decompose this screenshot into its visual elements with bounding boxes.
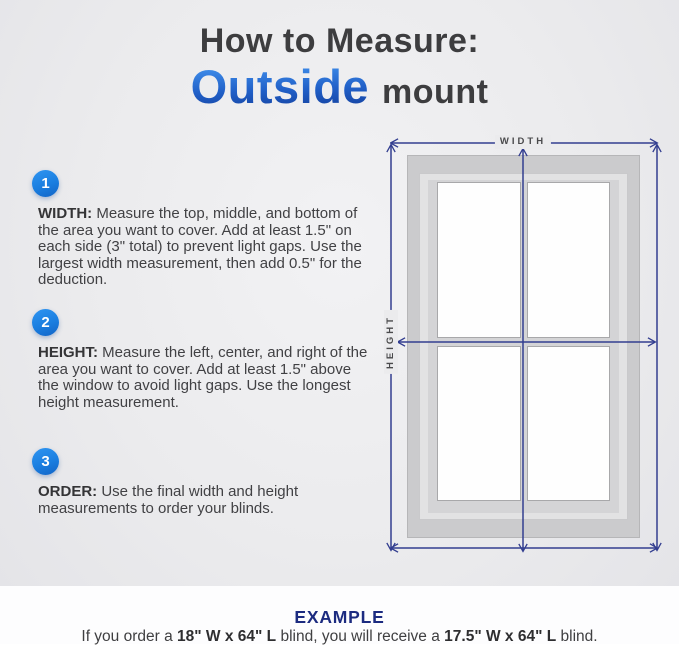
page-title: How to Measure: bbox=[199, 22, 480, 60]
measurement-arrows bbox=[378, 128, 678, 580]
step-order bbox=[30, 448, 370, 517]
subtitle-suffix: mount bbox=[382, 73, 489, 111]
width-dimension-label: WIDTH bbox=[495, 135, 551, 149]
step-height-label: HEIGHT: bbox=[38, 344, 98, 361]
window-diagram bbox=[378, 128, 678, 580]
title-block bbox=[0, 22, 679, 117]
step-width-text bbox=[38, 206, 368, 289]
step-height bbox=[30, 309, 370, 411]
step-height-body: Measure the left, center, and right of the area you want to cover. Add at least 1.5" above the window to avoid light gaps. Use the longest height measurement. bbox=[38, 344, 368, 411]
example-receive-size: 17.5" W x 64" L bbox=[444, 628, 557, 645]
step-height-text bbox=[38, 345, 368, 411]
step-order-label: ORDER: bbox=[38, 483, 98, 500]
example-heading: EXAMPLE bbox=[294, 607, 385, 627]
step-order-body: Use the final width and height measurements to order your blinds. bbox=[38, 483, 299, 517]
step-order-text bbox=[38, 484, 368, 517]
page-subtitle bbox=[0, 62, 679, 117]
step-number-badge: 2 bbox=[32, 309, 59, 336]
example-prefix: If you order a bbox=[81, 628, 178, 645]
example-order-size: 18" W x 64" L bbox=[177, 628, 277, 645]
step-number-badge: 1 bbox=[32, 170, 59, 197]
step-width bbox=[30, 170, 370, 289]
example-sentence bbox=[0, 628, 679, 646]
step-width-label: WIDTH: bbox=[38, 205, 93, 222]
height-dimension-label: HEIGHT bbox=[384, 310, 398, 374]
example-bar bbox=[0, 586, 679, 644]
example-suffix: blind. bbox=[556, 628, 598, 645]
step-number-badge: 3 bbox=[32, 448, 59, 475]
step-width-body: Measure the top, middle, and bottom of the area you want to cover. Add at least 1.5" on each side (3" total) to prevent light gaps. Use the largest width measurement, then add 0.5" for the deduction. bbox=[38, 205, 362, 288]
example-middle: blind, you will receive a bbox=[276, 628, 445, 645]
subtitle-highlight: Outside bbox=[190, 60, 370, 113]
